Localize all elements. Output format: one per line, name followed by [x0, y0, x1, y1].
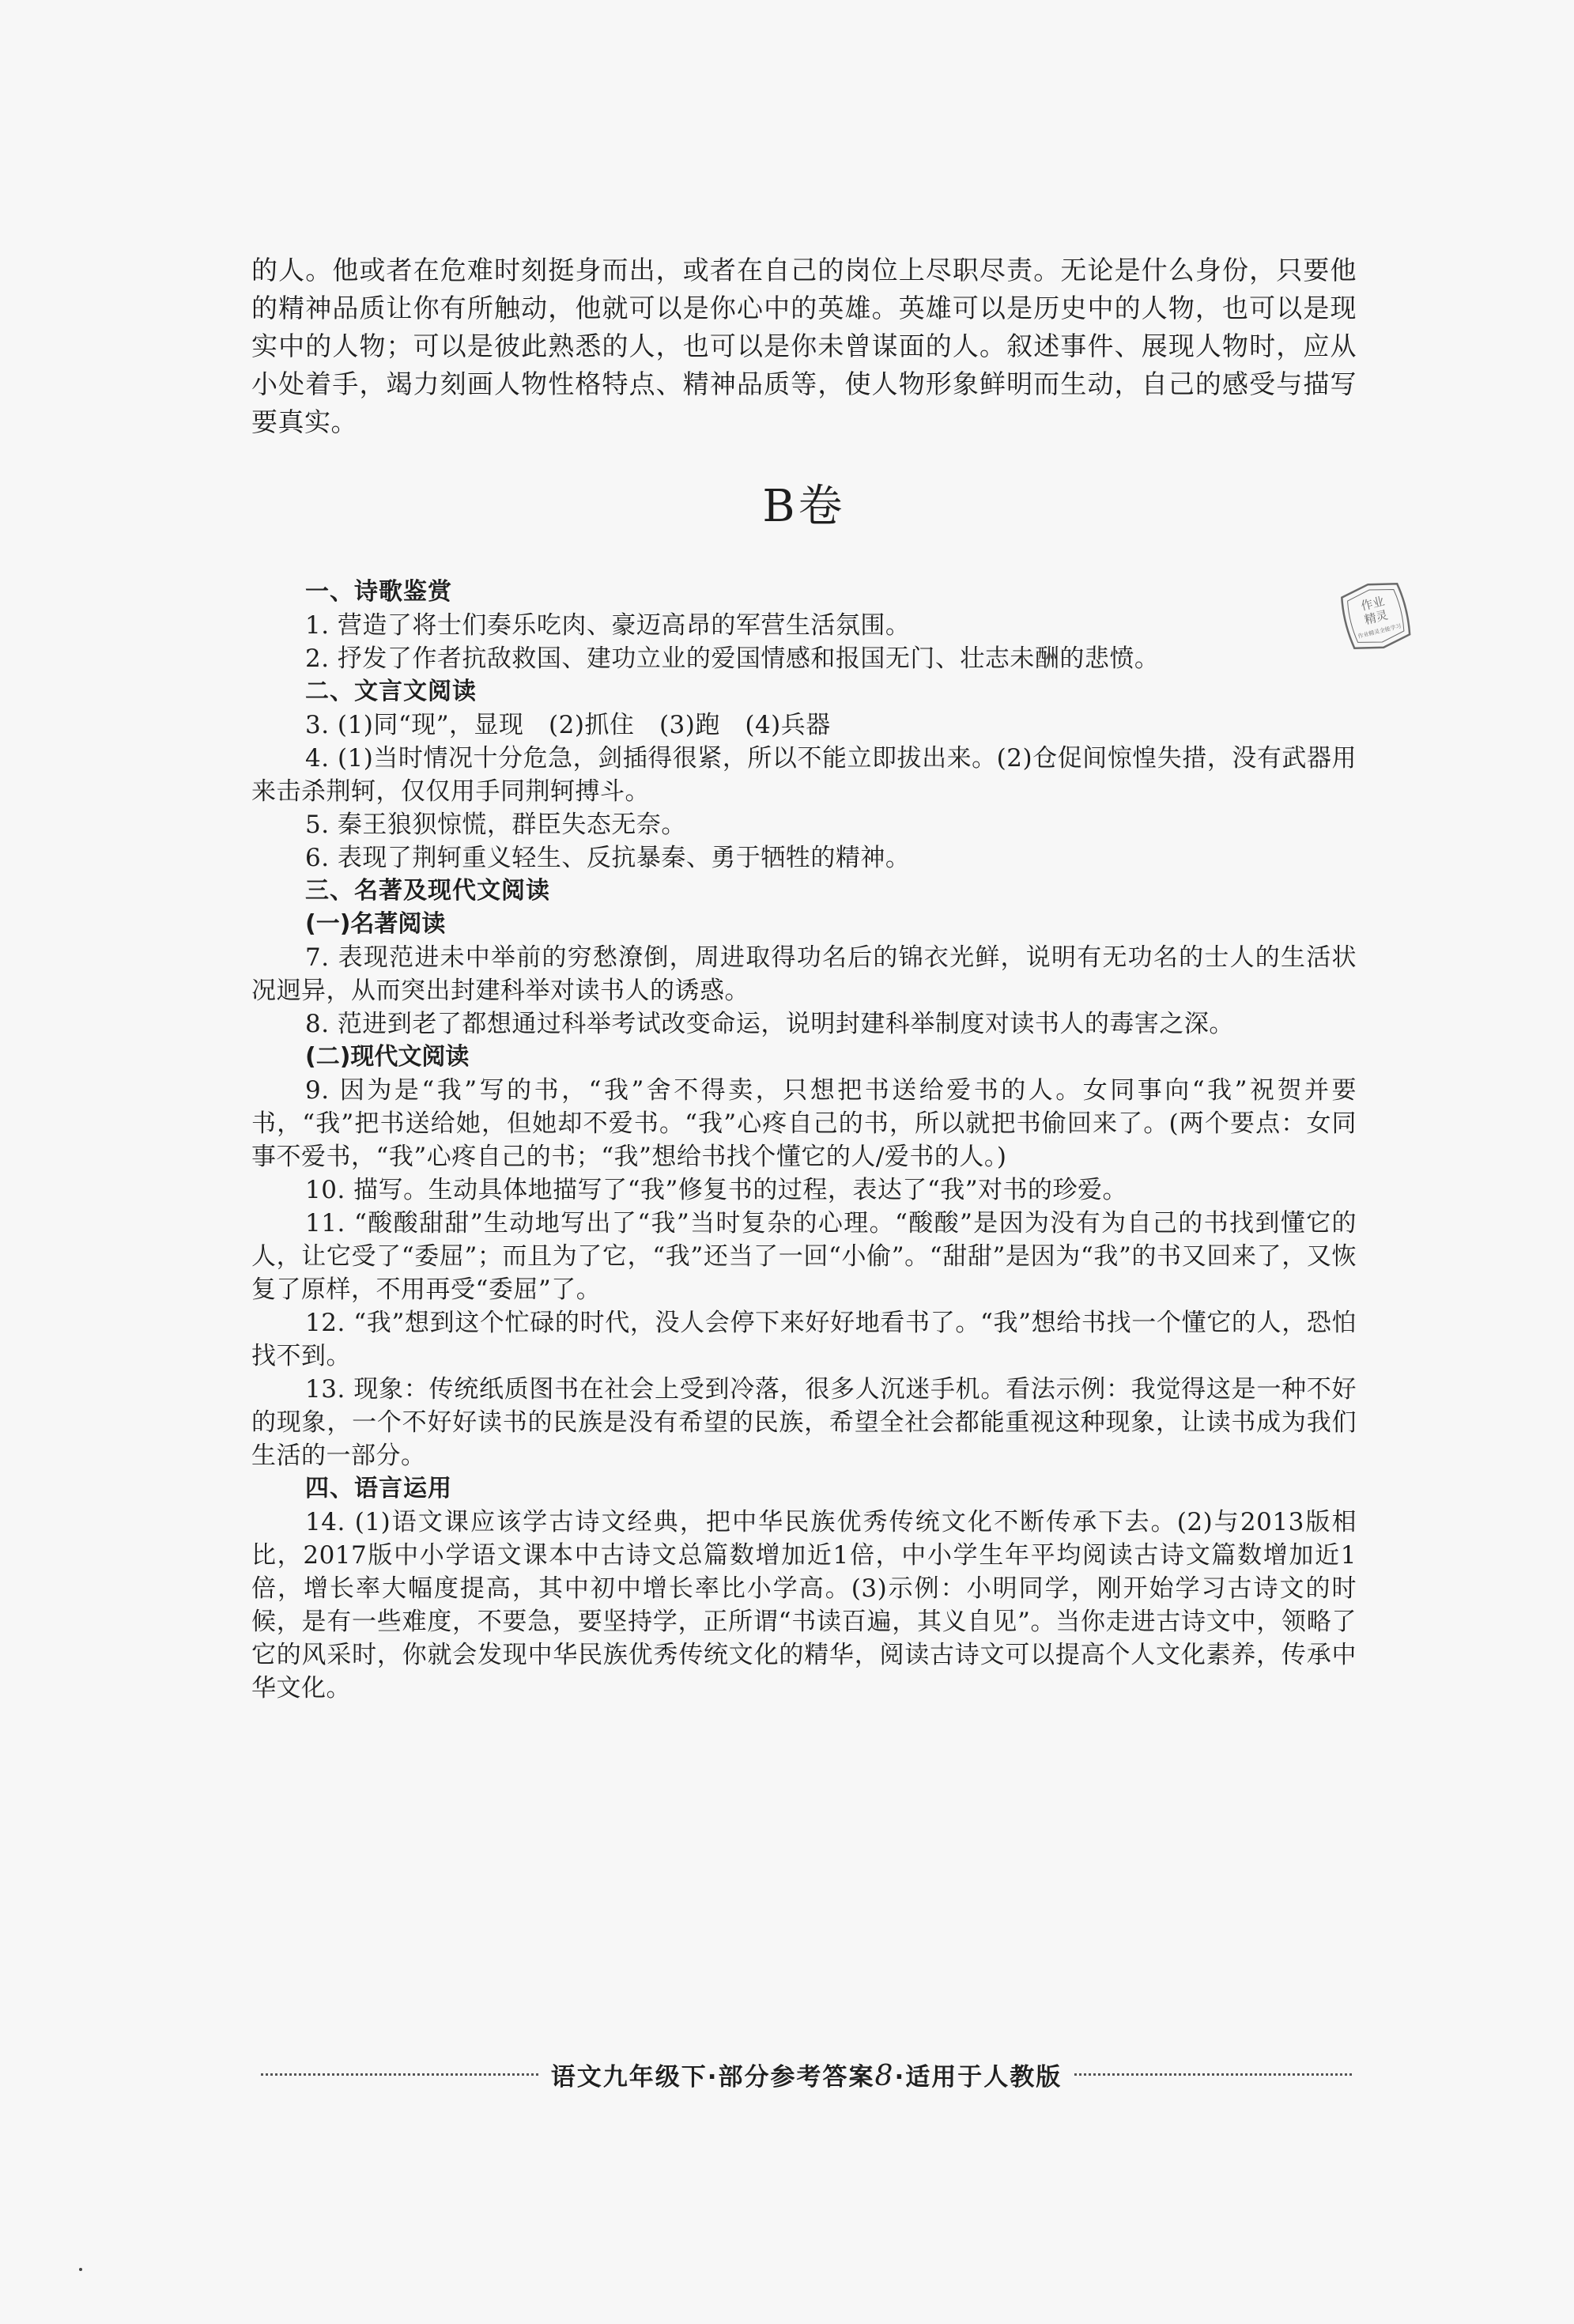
answer-item: 12. “我”想到这个忙碌的时代，没人会停下来好好地看书了。“我”想给书找一个懂它的人，恐怕找不到。 [251, 1309, 1357, 1370]
answer-item: 11. “酸酸甜甜”生动地写出了“我”当时复杂的心理。“酸酸”是因为没有为自己的书找到懂它的人，让它受了“委屈”；而且为了它，“我”还当了一回“小偷”。“甜甜”是因为“我”的书又回来了，又恢复了原样，不用再受“委屈”了。 [251, 1209, 1357, 1304]
section-heading-reading: 三、名著及现代文阅读 [305, 877, 550, 905]
footer-left-text: 语文九年级下·部分参考答案 [550, 2062, 875, 2092]
answer-item: 7. 表现范进未中举前的穷愁潦倒，周进取得功名后的锦衣光鲜，说明有无功名的士人的生活状况迥异，从而突出封建科举对读书人的诱惑。 [251, 943, 1357, 1005]
stamp-line2: 精灵 [1362, 607, 1390, 628]
answer-item: 6. 表现了荆轲重义轻生、反抗暴秦、勇于牺牲的精神。 [305, 844, 911, 872]
footer-text [538, 2057, 1074, 2092]
section-heading-classical: 二、文言文阅读 [305, 678, 477, 705]
intro-paragraph: 的人。他或者在危难时刻挺身而出，或者在自己的岗位上尽职尽责。无论是什么身份，只要他的精神品质让你有所触动，他就可以是你心中的英雄。英雄可以是历史中的人物，也可以是现实中的人物；可以是彼此熟悉的人，也可以是你未曾谋面的人。叙述事件、展现人物时，应从小处着手，竭力刻画人物性格特点、精神品质等，使人物形象鲜明而生动，自己的感受与描写要真实。 [251, 255, 1357, 437]
section-heading-language-use: 四、语言运用 [305, 1475, 452, 1502]
scan-speck [79, 2268, 82, 2271]
footer-right-text: ·适用于人教版 [894, 2062, 1063, 2092]
subsection-heading-classics: (一)名著阅读 [305, 910, 446, 938]
intro-paragraph-block [251, 251, 1357, 441]
answer-item: 13. 现象：传统纸质图书在社会上受到冷落，很多人沉迷手机。看法示例：我觉得这是一种不好的现象，一个不好好读书的民族是没有希望的民族，希望全社会都能重视这种现象，让读书成为我们生活的一部分。 [251, 1375, 1357, 1470]
answer-item: 5. 秦王狼狈惊慌，群臣失态无奈。 [305, 811, 686, 839]
page-footer [261, 2054, 1352, 2094]
stamp-line1: 作业 [1359, 594, 1387, 614]
page-number: 8 [874, 2059, 895, 2092]
answer-item: 14. (1)语文课应该学古诗文经典，把中华民族优秀传统文化不断传承下去。(2)与2013版相比，2017版中小学语文课本中古诗文总篇数增加近1倍，中小学生年平均阅读古诗文篇数增加近1倍，增长率大幅度提高，其中初中增长率比小学高。(3)示例：小明同学，刚开始学习古诗文的时候，是有一些难度，不要急，要坚持学，正所谓“书读百遍，其义自见”。当你走进古诗文中，领略了它的风采时，你就会发现中华民族优秀传统文化的精华，阅读古诗文可以提高个人文化素养，传承中华文化。 [251, 1508, 1357, 1702]
answers-block [251, 576, 1357, 1705]
answer-item: 9. 因为是“我”写的书，“我”舍不得卖，只想把书送给爱书的人。女同事向“我”祝贺并要书，“我”把书送给她，但她却不爱书。“我”心疼自己的书，所以就把书偷回来了。(两个要点：女同事不爱书，“我”心疼自己的书；“我”想给书找个懂它的人/爱书的人。) [251, 1076, 1357, 1171]
answer-item: 4. (1)当时情况十分危急，剑插得很紧，所以不能立即拔出来。(2)仓促间惊惶失措，没有武器用来击杀荆轲，仅仅用手同荆轲搏斗。 [251, 744, 1357, 806]
answer-item: 1. 营造了将士们奏乐吃肉、豪迈高昂的军营生活氛围。 [305, 611, 911, 640]
page-content [251, 251, 1357, 1705]
section-title: B卷 [762, 481, 846, 532]
section-heading-poetry: 一、诗歌鉴赏 [305, 578, 452, 606]
answer-item: 2. 抒发了作者抗敌救国、建功立业的爱国情感和报国无门、壮志未酬的悲愤。 [305, 644, 1160, 673]
answer-item: 3. (1)同“现”，显现 (2)抓住 (3)跑 (4)兵器 [305, 711, 831, 739]
footer-divider-right [1074, 2073, 1352, 2076]
answer-item: 8. 范进到老了都想通过科举考试改变命运，说明封建科举制度对读书人的毒害之深。 [305, 1010, 1234, 1038]
answer-item: 10. 描写。生动具体地描写了“我”修复书的过程，表达了“我”对书的珍爱。 [305, 1176, 1128, 1204]
footer-divider-left [261, 2073, 538, 2076]
stamp-line3: 作业精灵全能学习 [1357, 622, 1402, 641]
subsection-heading-modern: (二)现代文阅读 [305, 1043, 470, 1071]
